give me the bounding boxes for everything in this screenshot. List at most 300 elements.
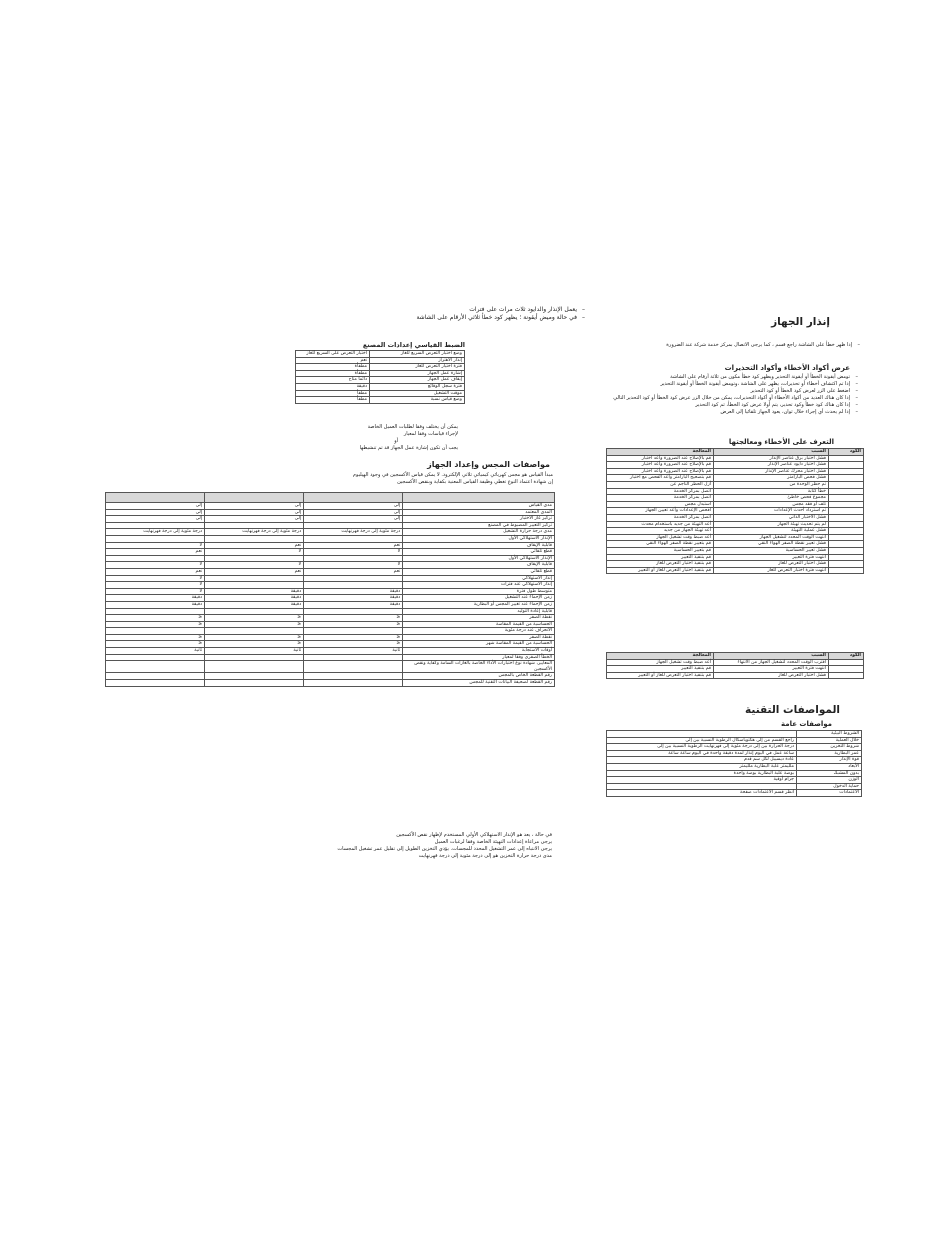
spec-value-c: لا — [106, 582, 205, 589]
spec-label: الاعتمادات — [797, 790, 862, 797]
table-row — [607, 763, 862, 770]
spec-value-a: ≤ — [304, 641, 403, 648]
spec-label: بدون المشبك — [797, 770, 862, 777]
error-code — [829, 455, 864, 462]
table-row — [607, 750, 862, 757]
footer-note: يرجى مراعاة إعدادات التهيئة الخاصة وفقا لرغبات العميل — [434, 839, 552, 845]
spec-value-a — [304, 575, 403, 582]
warning-fix: قم بتنفيذ اختبار التعرض للغاز أو التعيير — [607, 672, 714, 679]
factory-notes — [288, 424, 458, 452]
factory-value: نعم — [296, 357, 370, 364]
table-row — [607, 567, 864, 574]
table-row — [607, 737, 862, 744]
spec-value-a: ≤ — [304, 634, 403, 641]
table-row — [106, 634, 555, 641]
spec-value-c: دقيقة — [106, 595, 205, 602]
table-row — [106, 648, 555, 655]
error-code — [829, 462, 864, 469]
table-row — [106, 588, 555, 595]
spec-property: قابلية إعادة التوليد — [403, 608, 555, 615]
spec-value-a: إلى — [304, 516, 403, 523]
spec-value-b — [205, 608, 304, 615]
table-row — [106, 582, 555, 589]
spec-value-b: دقيقة — [205, 601, 304, 608]
spec-value-a — [304, 661, 403, 673]
error-cause: مجموع فحص خاطئ — [714, 495, 829, 502]
spec-value: ساعة عمل في اليوم إنذار لمدة دقيقة واحدة في اليوم ساعة ساعة — [607, 750, 797, 757]
error-fix: قم بتنفيذ اختبار التعرض للغاز أو التعيير — [607, 567, 714, 574]
table-row — [106, 615, 555, 622]
factory-setting: إيقاف عمل الجهاز — [370, 377, 465, 384]
spec-value-a: لا — [304, 549, 403, 556]
error-cause: فشل تعيير نقطة الصفر الهواء النقي — [714, 541, 829, 548]
table-row — [607, 481, 864, 488]
factory-value: مطفأ — [296, 390, 370, 397]
spec-value-b: درجة مئوية إلى درجة فهرنهايت — [205, 529, 304, 536]
codes-bullet: – إذا كان هناك العديد من أكواد الأخطاء أو أكواد التحذيرات، يمكن من خلال الزر عرض كود الخطأ أو كود التحذير التالي — [608, 395, 858, 402]
spec-property: الانحراف عند درجة مئوية — [403, 628, 555, 635]
error-fix: قم بتعيير نقطة الصفر الهواء النقي — [607, 541, 714, 548]
factory-note: لإجراء قياسات وفقا لمعيار — [403, 431, 458, 437]
spec-value-a — [304, 654, 403, 661]
spec-value-b — [205, 535, 304, 542]
spec-value-c: نعم — [106, 549, 205, 556]
spec-value-a — [304, 673, 403, 680]
error-code — [829, 481, 864, 488]
factory-value: اختبار التعرض على السريع للغاز — [296, 351, 370, 358]
error-fix: استبدل مجس — [607, 501, 714, 508]
error-code — [829, 561, 864, 568]
spec-value-a: لا — [304, 562, 403, 569]
codes-bullet: – تومض أيقونة الخطأ أو أيقونة التحذير ويظهر كود خطأ مكون من ثلاثة أرقام على الشاشة — [608, 374, 858, 381]
spec-property: الحساسية من القيمة المقاسة — [403, 621, 555, 628]
factory-setting: وضع اختبار التعرض السريع للغاز — [370, 351, 465, 358]
spec-value-b: ≤ — [205, 621, 304, 628]
error-code — [829, 468, 864, 475]
spec-property: قابلية الإيقاف — [403, 542, 555, 549]
table-row — [296, 383, 465, 390]
factory-setting: موقت التشغيل — [370, 390, 465, 397]
spec-value-b — [205, 582, 304, 589]
spec-value-b: دقيقة — [205, 588, 304, 595]
error-fix: أعد التهيئة من جديد باستخدام محدث — [607, 521, 714, 528]
spec-property: قابلية الإيقاف — [403, 562, 555, 569]
table-row — [607, 783, 862, 790]
spec-value-c: ≤ — [106, 615, 205, 622]
table-row — [607, 488, 864, 495]
spec-value-b: نعم — [205, 542, 304, 549]
codes-bullet: – إذا لم يحدث أي إجراء خلال ثوان، يعود الجهاز تلقائيا إلى العرض — [608, 409, 858, 416]
warning-code — [829, 666, 864, 673]
error-fix: قم بالإصلاح عند الضرورة وأعد اختبار — [607, 468, 714, 475]
error-heading: التعرف على الأخطاء ومعالجتها — [728, 438, 834, 446]
spec-value-b: إلى — [205, 509, 304, 516]
error-fix: أعد ضبط وقت تشغيل الجهاز — [607, 534, 714, 541]
table-row — [607, 508, 864, 515]
sensor-spec-table — [105, 492, 555, 687]
spec-value-b: نعم — [205, 568, 304, 575]
table-row — [607, 501, 864, 508]
table-row — [106, 628, 555, 635]
factory-heading: الضبط القياسي إعدادات المصنع — [362, 341, 465, 349]
spec-value: بوصة علبة البطارية بوصة واحدة — [607, 770, 797, 777]
spec-value-a: نعم — [304, 568, 403, 575]
error-code — [829, 567, 864, 574]
spec-label: قوة الإنذار — [797, 757, 862, 764]
error-table — [606, 448, 864, 574]
spec-value-a: دقيقة — [304, 595, 403, 602]
spec-value-b — [205, 522, 304, 529]
top-bullet: – يعمل الإنذار والدايود ثلاث مرات على فترات — [225, 306, 585, 314]
spec-label: الوزن — [797, 777, 862, 784]
error-code — [829, 547, 864, 554]
spec-value-c — [106, 555, 205, 562]
spec-value-b — [205, 575, 304, 582]
spec-value-c — [106, 493, 205, 503]
spec-property: نقطة الصفر — [403, 615, 555, 622]
error-cause: فشل فحص البارامتر — [714, 475, 829, 482]
spec-value-b: ≤ — [205, 641, 304, 648]
table-row — [607, 495, 864, 502]
spec-value-b — [205, 673, 304, 680]
table-row — [106, 595, 555, 602]
spec-value-b: إلى — [205, 516, 304, 523]
factory-value: دائما متاح — [296, 377, 370, 384]
table-row — [607, 744, 862, 751]
factory-note: يجب أن تكون إشارة عمل الجهاز قد تم تنشيطها — [359, 445, 458, 451]
spec-value-c — [106, 522, 205, 529]
warning-fix: قم بتنفيذ التعيير — [607, 666, 714, 673]
error-code — [829, 528, 864, 535]
table-row — [607, 554, 864, 561]
error-cause: فشل اختبار التعرض للغاز — [714, 561, 829, 568]
table-row — [607, 666, 864, 673]
error-fix: قم بتعيير الحساسية — [607, 547, 714, 554]
error-cause: فشل اختبار محرك عناصر الإنذار — [714, 468, 829, 475]
table-row — [106, 654, 555, 661]
spec-value-a — [304, 493, 403, 503]
spec-value: درجة الحرارة بين إلى درجة مئوية إلى فهرنهايت الرطوبة النسبية بين إلى — [607, 744, 797, 751]
spec-value-c: لا — [106, 542, 205, 549]
table-row — [296, 377, 465, 384]
codes-bullet: – اضغط على الزر لعرض كود الخطأ أو كود التحذير — [608, 388, 858, 395]
spec-value-c: دقيقة — [106, 601, 205, 608]
sensor-heading: مواصفات المجس وإعداد الجهاز — [427, 460, 550, 469]
table-row — [296, 390, 465, 397]
spec-value-c — [106, 628, 205, 635]
error-code — [829, 514, 864, 521]
spec-property: رقم القطعة الخاص بالمجس — [403, 673, 555, 680]
table-row — [607, 468, 864, 475]
error-cause: فشل عملية التهيئة — [714, 528, 829, 535]
spec-property: زمن الإحماء عند تغيير المجس أو البطارية — [403, 601, 555, 608]
spec-value-c: إلى — [106, 509, 205, 516]
table-row — [296, 351, 465, 358]
spec-value-c: لا — [106, 575, 205, 582]
spec-property: نقطة الصفر — [403, 634, 555, 641]
spec-label: حماية الدخول — [797, 783, 862, 790]
error-code — [829, 495, 864, 502]
error-fix: قم بتصحيح البارامتر وأعد الفحص مع اختبار — [607, 475, 714, 482]
spec-value: ملليمتر علبة البطارية ملليمتر — [607, 763, 797, 770]
error-code — [829, 475, 864, 482]
device-alarm-title: إنذار الجهاز — [771, 316, 830, 328]
spec-value-a — [304, 680, 403, 687]
table-row — [607, 731, 862, 738]
spec-property: زمن الإحماء عند التشغيل — [403, 595, 555, 602]
spec-value-b: دقيقة — [205, 595, 304, 602]
spec-value-b: ≤ — [205, 615, 304, 622]
spec-property: المعايير، شهادة نوع اختبارات الأداء الخاصة بالغازات السامة وكفاية ونقص الأكسجين — [403, 661, 555, 673]
spec-value-c: ≤ — [106, 634, 205, 641]
spec-property: قطع تلقائي — [403, 568, 555, 575]
error-fix: أعد تهيئة الجهاز من جديد — [607, 528, 714, 535]
error-cause: لم يتم تحديث تهيئة الجهاز — [714, 521, 829, 528]
table-row — [607, 777, 862, 784]
spec-value-b: إلى — [205, 503, 304, 510]
spec-value-c: ≤ — [106, 641, 205, 648]
sensor-intro — [293, 472, 553, 486]
footer-note: في حالة ، يعد هو الإنذار الاستهلاكي الأولي المستخدم لإظهار نقص الأكسجين — [396, 832, 552, 838]
spec-value-a: ≤ — [304, 621, 403, 628]
spec-value-a: دقيقة — [304, 588, 403, 595]
factory-note: يمكن أن يختلف وفقا لطلبات العميل الخاصة — [367, 424, 458, 430]
factory-setting: فترة سجل الوقائع — [370, 383, 465, 390]
table-row — [106, 555, 555, 562]
spec-property: مدى القياس — [403, 503, 555, 510]
codes-bullet: – إذا كان هناك كود خطأ وكود تحذير، يتم أولا عرض كود الخطأ، ثم كود التحذير — [608, 402, 858, 409]
error-fix: قم بالإصلاح عند الضرورة وأعد اختبار — [607, 455, 714, 462]
error-fix: أزل الحظر الناجم عن — [607, 481, 714, 488]
spec-property — [403, 493, 555, 503]
table-row — [607, 790, 862, 797]
table-row — [607, 514, 864, 521]
spec-property: رقم القطعة لصحيفة البيانات التقنية للمجس — [403, 680, 555, 687]
tech-subtitle: مواصفات عامة — [780, 720, 832, 728]
spec-value-c: لا — [106, 562, 205, 569]
spec-value-a: إلى — [304, 503, 403, 510]
table-row — [106, 575, 555, 582]
spec-value-a: ≤ — [304, 615, 403, 622]
spec-property: الإنذار الاستهلاكي الأول — [403, 555, 555, 562]
table-row — [607, 475, 864, 482]
footer-note: يرجى الانتباه إلى عمر التشغيل المحدد للمجسات. يؤدي التخزين الطويل إلى تقليل عمر تشغيل المجسات — [337, 846, 552, 852]
col-code: الكود — [829, 449, 864, 456]
table-row — [106, 621, 555, 628]
spec-value: راجع القسم من إلى هكتوباسكال الرطوبة النسبية بين إلى — [607, 737, 797, 744]
spec-value-c — [106, 680, 205, 687]
spec-property: المدى المعتمد — [403, 509, 555, 516]
col-cause: السبب — [714, 653, 829, 660]
spec-value: جرام أوقية — [607, 777, 797, 784]
factory-value: مطفأة — [296, 364, 370, 371]
warning-cause: اقترب الوقت المحدد لتشغيل الجهاز من الانتهاء — [714, 659, 829, 666]
table-row — [106, 509, 555, 516]
spec-value-b — [205, 493, 304, 503]
error-code — [829, 534, 864, 541]
table-row — [106, 680, 555, 687]
table-row — [296, 357, 465, 364]
table-row — [106, 542, 555, 549]
spec-value-a — [304, 628, 403, 635]
factory-value: مطفأة — [296, 370, 370, 377]
error-cause: انتهت فترة التعيير — [714, 554, 829, 561]
spec-value — [607, 731, 797, 738]
error-fix: قم بتنفيذ اختبار التعرض للغاز — [607, 561, 714, 568]
warning-table — [606, 652, 864, 679]
spec-value-c: ≤ — [106, 621, 205, 628]
spec-value-a: ثانية — [304, 648, 403, 655]
table-row — [607, 455, 864, 462]
error-cause: فشل اختبار دايود عناصر الإنذار — [714, 462, 829, 469]
top-bullets — [225, 306, 585, 322]
factory-setting: إشارة عمل الجهاز — [370, 370, 465, 377]
error-fix: افحص الإعدادات وأعد تعيين الجهاز — [607, 508, 714, 515]
table-row — [106, 601, 555, 608]
factory-setting: إنذار الاهتزاز — [370, 357, 465, 364]
table-row — [607, 521, 864, 528]
spec-value-a — [304, 535, 403, 542]
warning-code — [829, 659, 864, 666]
spec-value-c — [106, 661, 205, 673]
spec-value-a — [304, 608, 403, 615]
top-bullet: – في حالة وميض أيقونة ؛ يظهر كود خطأ ثلاثي الأرقام على الشاشة — [225, 314, 585, 322]
spec-label: عمر البطارية — [797, 750, 862, 757]
spec-property: تركيز التعيير المضبوط في المصنع — [403, 522, 555, 529]
table-row — [296, 397, 465, 404]
error-code — [829, 521, 864, 528]
factory-setting: فترة اختيار التعرض للغاز — [370, 364, 465, 371]
error-cause: انتهت فترة اختبار التعرض للغاز — [714, 567, 829, 574]
error-cause: انتهت الوقت المحدد لتشغيل الجهاز — [714, 534, 829, 541]
spec-value-c — [106, 654, 205, 661]
table-row — [607, 528, 864, 535]
table-row — [106, 673, 555, 680]
table-row — [106, 529, 555, 536]
error-cause: تم حظر الوحدة من — [714, 481, 829, 488]
spec-value-a — [304, 522, 403, 529]
codes-bullets — [608, 374, 858, 416]
table-row — [607, 659, 864, 666]
table-row — [607, 757, 862, 764]
table-row — [106, 535, 555, 542]
table-row — [106, 641, 555, 648]
spec-value-c — [106, 608, 205, 615]
spec-value: انظر قسم الاعتمادات صفحة — [607, 790, 797, 797]
spec-property: قطع تلقائي — [403, 549, 555, 556]
factory-value: مطفأ — [296, 397, 370, 404]
spec-value-c — [106, 673, 205, 680]
spec-value-c: لا — [106, 588, 205, 595]
table-row — [106, 562, 555, 569]
col-code: الكود — [829, 653, 864, 660]
spec-value-b — [205, 654, 304, 661]
error-cause: خطأ كتابة — [714, 488, 829, 495]
warning-code — [829, 672, 864, 679]
warning-cause: فشل اختبار التعرض للغاز — [714, 672, 829, 679]
intro-bullet — [660, 342, 860, 349]
spec-label: الشروط البيئية — [797, 731, 862, 738]
table-row — [106, 608, 555, 615]
footer-notes — [292, 832, 552, 860]
spec-property: الخطأ الصفري وفقا لمعيار — [403, 654, 555, 661]
table-row — [106, 549, 555, 556]
col-fix: المعالجة — [607, 449, 714, 456]
table-row — [607, 561, 864, 568]
spec-value-b — [205, 680, 304, 687]
spec-value-a: نعم — [304, 542, 403, 549]
table-row — [106, 493, 555, 503]
footer-note: مدى درجة حرارة التخزين هو إلى درجة مئوية إلى درجة فهرنهايت — [418, 853, 552, 859]
factory-table — [295, 350, 465, 404]
col-cause: السبب — [714, 449, 829, 456]
error-fix: قم بتنفيذ التعيير — [607, 554, 714, 561]
error-fix: اتصل بمركز الخدمة — [607, 488, 714, 495]
sensor-intro-line: إن شهادة اعتماد النوع تغطي وظيفة القياس المعنية بكفاية وبنقص الأكسجين — [397, 479, 553, 485]
warning-cause: انتهت فترة التعيير — [714, 666, 829, 673]
spec-value — [607, 783, 797, 790]
error-fix: قم بالإصلاح عند الضرورة وأعد اختبار — [607, 462, 714, 469]
table-row — [106, 503, 555, 510]
table-row — [607, 672, 864, 679]
sensor-intro-line: مبدأ القياس هو مجس كهربائي كيميائي ثلاثي الإلكترود. لا يمكن قياس الأكسجين في وجود الهيليوم — [352, 472, 553, 478]
table-row — [296, 364, 465, 371]
table-row — [106, 516, 555, 523]
spec-value-c: ثانية — [106, 648, 205, 655]
error-fix: اتصل بمركز الخدمة — [607, 514, 714, 521]
error-code — [829, 501, 864, 508]
table-row — [607, 547, 864, 554]
table-row — [106, 522, 555, 529]
spec-property: أوقات الاستجابة — [403, 648, 555, 655]
error-code — [829, 541, 864, 548]
tech-table — [606, 730, 862, 797]
spec-property: متوسط طول فترة — [403, 588, 555, 595]
error-cause: فشل اختبار برق عناصر الإنذار — [714, 455, 829, 462]
spec-value-b — [205, 661, 304, 673]
spec-value-b — [205, 628, 304, 635]
spec-value-a — [304, 582, 403, 589]
error-code — [829, 508, 864, 515]
spec-value-b: ثانية — [205, 648, 304, 655]
warning-fix: أعد ضبط وقت تشغيل الجهاز — [607, 659, 714, 666]
spec-value-a — [304, 555, 403, 562]
codes-heading: عرض أكواد الأخطاء وأكواد التحذيرات — [724, 364, 850, 372]
tech-title: المواصفات التقنية — [745, 704, 840, 716]
table-row — [296, 370, 465, 377]
spec-value-c — [106, 535, 205, 542]
spec-property: إنذار الاستهلاكي عند فترات — [403, 582, 555, 589]
factory-value: دقيقة — [296, 383, 370, 390]
error-cause: تلف أو فقد مجس — [714, 501, 829, 508]
table-row — [106, 661, 555, 673]
spec-value-b: ≤ — [205, 634, 304, 641]
spec-value-c: درجة مئوية إلى درجة فهرنهايت — [106, 529, 205, 536]
spec-value-c: إلى — [106, 503, 205, 510]
table-row — [607, 541, 864, 548]
spec-value-a: دقيقة — [304, 601, 403, 608]
spec-property: الحساسية من القيمة المقاسة شهر — [403, 641, 555, 648]
spec-label: شروط التخزين — [797, 744, 862, 751]
intro-text: – إذا ظهر خطأ على الشاشة راجع قسم ، كما يرجى الاتصال بمركز خدمة شركة عند الضرورة — [660, 342, 860, 349]
col-fix: المعالجة — [607, 653, 714, 660]
factory-setting: وضع قياس نسبة — [370, 397, 465, 404]
spec-property: تركيز غاز الاختبار — [403, 516, 555, 523]
table-row — [607, 770, 862, 777]
error-code — [829, 488, 864, 495]
spec-label: الأبعاد — [797, 763, 862, 770]
spec-value-b: لا — [205, 549, 304, 556]
